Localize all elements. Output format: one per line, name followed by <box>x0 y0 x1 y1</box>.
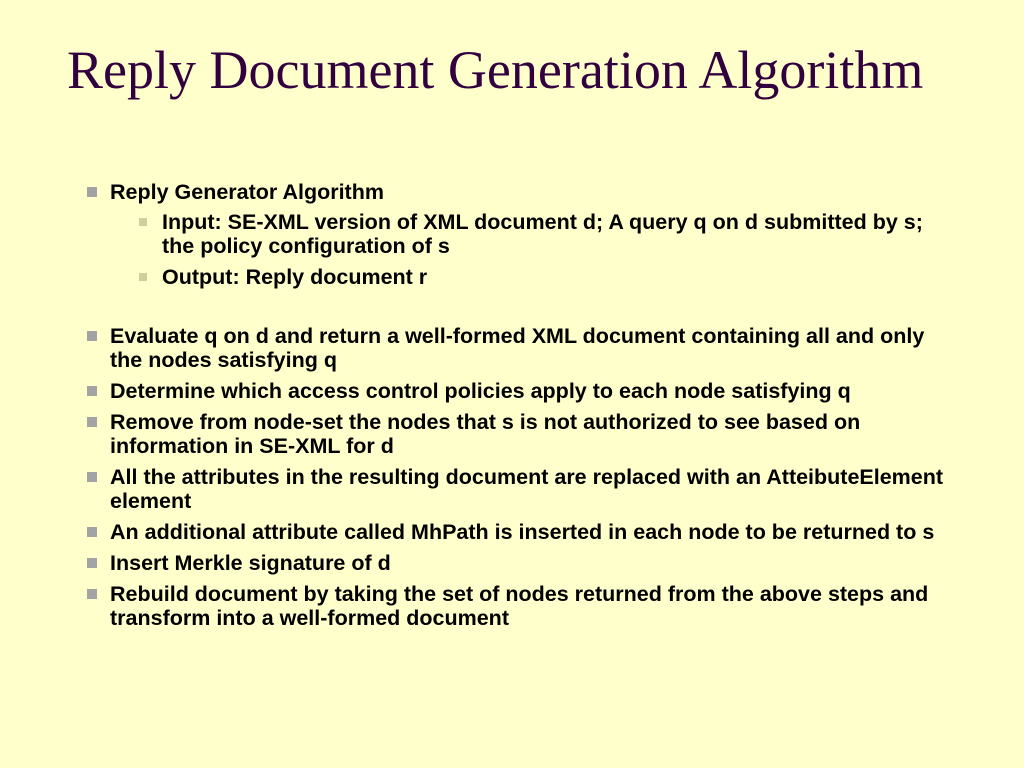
list-item-text: Insert Merkle signature of d <box>110 551 391 575</box>
list-item-text: Evaluate q on d and return a well-formed XML document containing all and only the nodes satisfying q <box>110 324 925 372</box>
square-bullet-icon <box>87 386 97 396</box>
sub-bullet-list <box>110 210 946 289</box>
list-item-step <box>86 379 946 403</box>
list-item-step <box>86 410 946 458</box>
slide-title: Reply Document Generation Algorithm <box>67 40 924 100</box>
list-item-text: All the attributes in the resulting document are replaced with an AtteibuteElement element <box>110 465 944 513</box>
square-bullet-icon <box>87 331 97 341</box>
list-item-text: An additional attribute called MhPath is inserted in each node to be returned to s <box>110 520 935 544</box>
square-bullet-icon <box>139 273 147 281</box>
square-bullet-icon <box>87 527 97 537</box>
bullet-list <box>86 180 946 637</box>
square-bullet-icon <box>87 589 97 599</box>
list-item-text: Determine which access control policies apply to each node satisfying q <box>110 379 851 403</box>
square-bullet-icon <box>87 472 97 482</box>
list-item-step <box>86 324 946 372</box>
square-bullet-icon <box>139 218 147 226</box>
list-item-step <box>86 551 946 575</box>
sub-list-item-text: Input: SE-XML version of XML document d; A query q on d submitted by s; the policy configuration of s <box>162 210 923 258</box>
list-item-intro <box>86 180 946 289</box>
list-item-step <box>86 520 946 544</box>
sub-list-item-input <box>138 210 946 258</box>
square-bullet-icon <box>87 187 97 197</box>
list-item-step <box>86 582 946 630</box>
list-item-step <box>86 465 946 513</box>
sub-list-item-text: Output: Reply document r <box>162 265 428 289</box>
list-item-text: Reply Generator Algorithm <box>110 180 384 204</box>
list-item-text: Remove from node-set the nodes that s is not authorized to see based on information in SE-XML for d <box>110 410 861 458</box>
square-bullet-icon <box>87 558 97 568</box>
square-bullet-icon <box>87 417 97 427</box>
list-item-text: Rebuild document by taking the set of nodes returned from the above steps and transform into a well-formed document <box>110 582 929 630</box>
sub-list-item-output <box>138 265 946 289</box>
